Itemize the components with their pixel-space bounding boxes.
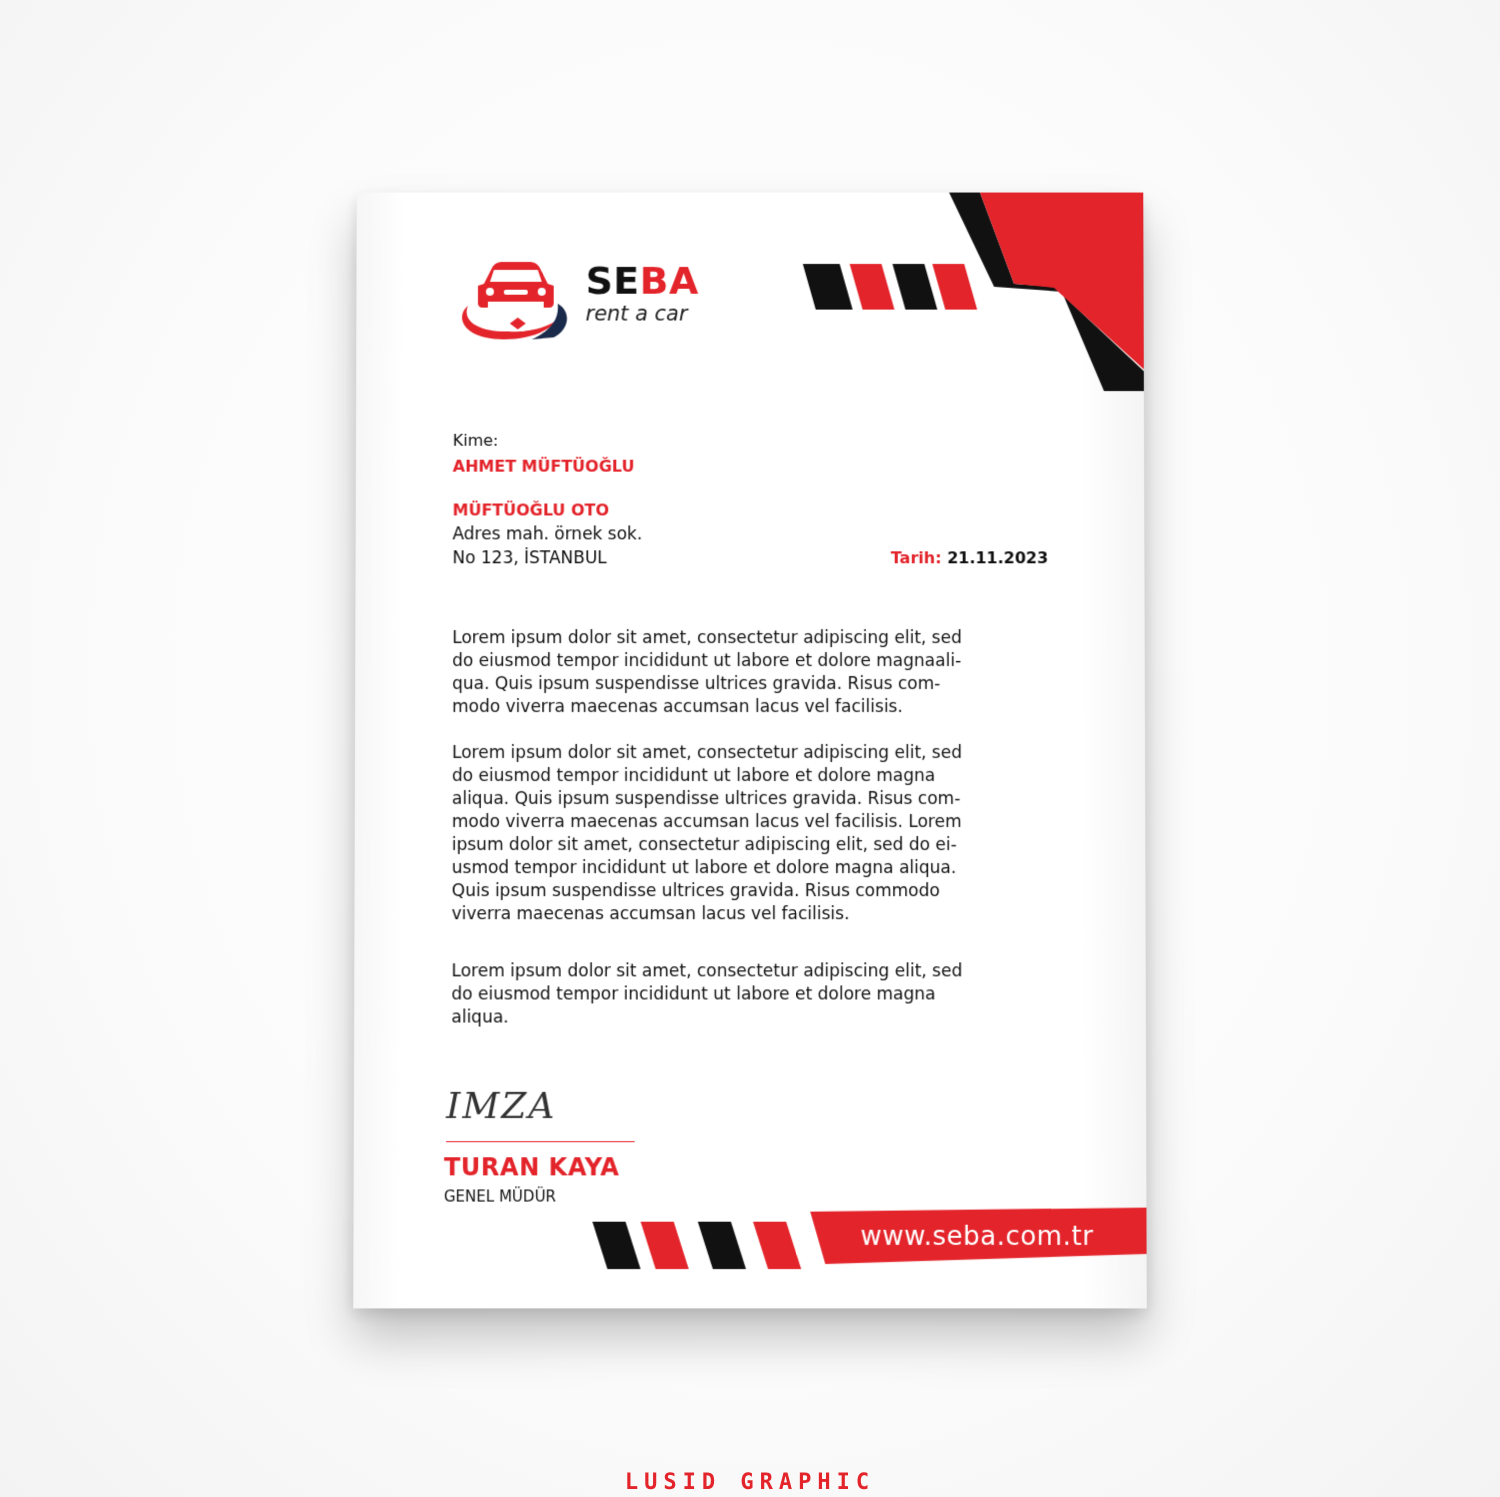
footer-stripe-4 [753, 1222, 801, 1269]
body-line: qua. Quis ipsum suspendisse ultrices gravida. Risus com- [452, 674, 941, 695]
recipient-name: AHMET MÜFTÜOĞLU [452, 456, 635, 476]
recipient-address-line1: Adres mah. örnek sok. [452, 524, 643, 545]
date-label: Tarih: [890, 548, 942, 568]
date [891, 548, 1048, 567]
body-paragraph-1 [452, 627, 1047, 719]
body-line: do eiusmod tempor incididunt ut labore et dolore magna [451, 984, 936, 1005]
body-line: do eiusmod tempor incididunt ut labore et dolore magnaali- [452, 651, 962, 672]
body-line: modo viverra maecenas accumsan lacus vel facilisis. Lorem [451, 812, 962, 833]
recipient-address-line2: No 123, İSTANBUL [452, 548, 607, 569]
logo-tagline: rent a car [585, 301, 688, 326]
header-stripe-1 [803, 264, 853, 310]
header-stripe-4 [932, 264, 977, 310]
body-paragraph-3 [451, 960, 1047, 1029]
body-line: usmod tempor incididunt ut labore et dolore magna aliqua. [451, 858, 957, 879]
watermark-brand: LUSID GRAPHIC [624, 1470, 876, 1495]
footer-stripe-3 [698, 1222, 746, 1269]
logo-name-red: BA [639, 258, 699, 303]
header-stripe-3 [892, 264, 937, 310]
body-line: Quis ipsum suspendisse ultrices gravida. Risus commodo [451, 881, 940, 902]
body-line: Lorem ipsum dolor sit amet, consectetur adipiscing elit, sed [451, 743, 962, 763]
footer-stripe-1 [592, 1222, 640, 1269]
logo-name-dark: SE [585, 258, 640, 303]
signer-name: TURAN KAYA [443, 1153, 620, 1182]
logo-wordmark [585, 258, 699, 303]
body-line: viverra maecenas accumsan lacus vel facilisis. [451, 904, 850, 925]
body-paragraph-2 [452, 742, 1048, 926]
body-line: aliqua. Quis ipsum suspendisse ultrices gravida. Risus com- [451, 789, 961, 810]
body-line: modo viverra maecenas accumsan lacus vel facilisis. [452, 697, 903, 718]
signature-divider [446, 1141, 635, 1142]
letterhead-paper [353, 193, 1147, 1309]
body-line: ipsum dolor sit amet, consectetur adipiscing elit, sed do ei- [451, 835, 957, 856]
signer-title: GENEL MÜDÜR [443, 1187, 557, 1206]
body-line: do eiusmod tempor incididunt ut labore et dolore magna [451, 765, 936, 787]
footer-stripe-2 [641, 1222, 689, 1269]
body-line: Lorem ipsum dolor sit amet, consectetur adipiscing elit, sed [451, 961, 963, 982]
car-handshake-icon [454, 254, 574, 343]
signature-script: IMZA [446, 1085, 557, 1128]
body-line: Lorem ipsum dolor sit amet, consectetur adipiscing elit, sed [452, 628, 962, 649]
recipient-company: MÜFTÜOĞLU OTO [452, 500, 610, 520]
website-link[interactable]: www.seba.com.tr [860, 1221, 1094, 1252]
body-line: aliqua. [451, 1007, 509, 1028]
header-stripe-2 [850, 264, 895, 310]
date-value: 21.11.2023 [947, 548, 1049, 568]
recipient-label: Kime: [452, 430, 499, 450]
